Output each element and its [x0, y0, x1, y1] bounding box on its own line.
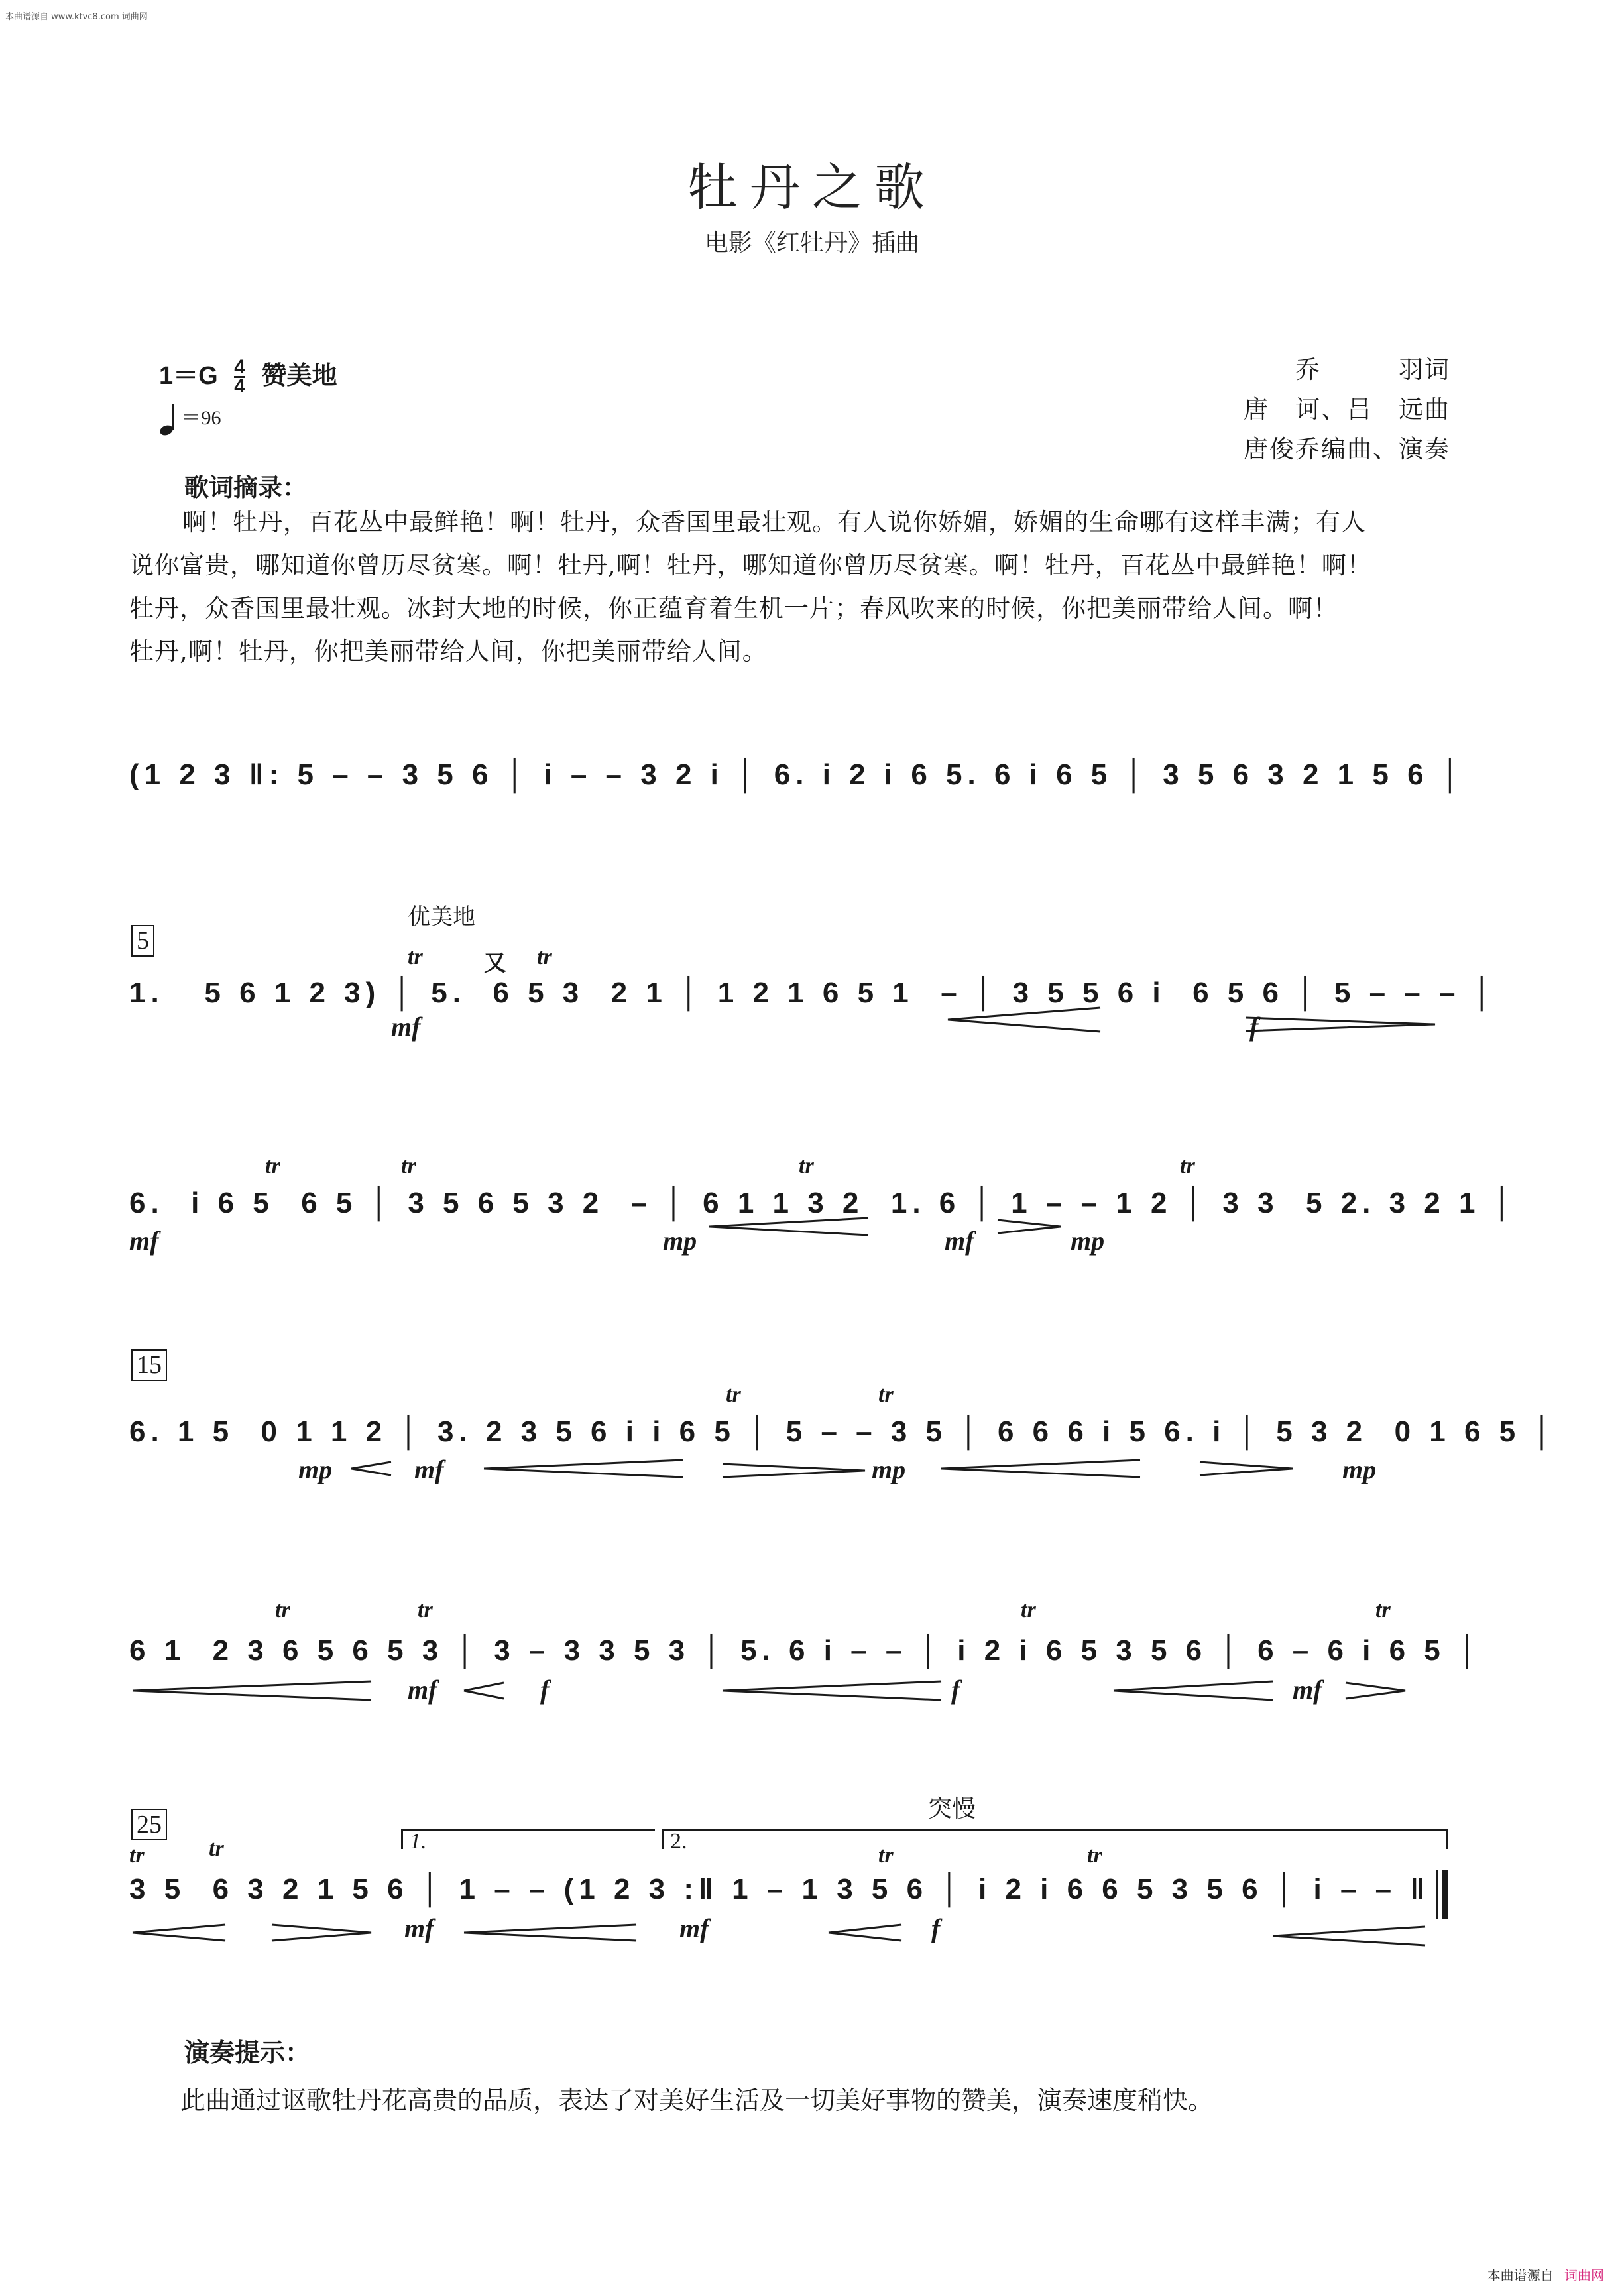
arranger-credit: 唐俊乔编曲、演奏	[1244, 435, 1450, 463]
dynamic-mf: mf	[129, 1226, 159, 1256]
measure-number: 5	[131, 925, 154, 957]
measure-number: 15	[131, 1349, 167, 1381]
dynamic-mp: mp	[1342, 1455, 1377, 1484]
dynamic-mp: mp	[872, 1455, 906, 1484]
dynamic-mp: mp	[1071, 1226, 1105, 1256]
lyrics-line: 牡丹,啊！牡丹，你把美丽带给人间，你把美丽带给人间。	[129, 637, 768, 666]
measure-number: 25	[131, 1809, 167, 1840]
dynamic-mf: mf	[391, 1012, 421, 1042]
trill-mark: tr	[129, 1843, 145, 1868]
ornament-mark: 又	[484, 951, 506, 976]
page-subtitle: 电影《红牡丹》插曲	[704, 229, 919, 257]
dynamic-f: f	[931, 1913, 941, 1943]
trill-mark: tr	[1087, 1843, 1102, 1868]
dynamic-mf: mf	[414, 1455, 444, 1484]
dynamic-mp: mp	[663, 1226, 697, 1256]
trill-mark: tr	[537, 945, 552, 969]
notation-text: (1 2 3 ‖: 5 – – 3 5 6 │ i – – 3 2 i │ 6. i 2 i 6 5. 6 i 6 5 │ 3 5 6 3 2 1 5 6 │	[129, 758, 1466, 791]
expression-mark-graceful: 优美地	[408, 904, 475, 930]
dynamic-mf: mf	[679, 1913, 709, 1943]
lyrics-line: 啊！牡丹，百花丛中最鲜艳！啊！牡丹，众香国里最壮观。有人说你娇媚，娇媚的生命哪有这样丰满；有人	[182, 508, 1366, 536]
notation-text: 1. 5 6 1 2 3) │ 5. 6 5 3 2 1 │ 1 2 1 6 5 1 – │ 3 5 5 6 i 6 5 6 │ 5 – – – │	[129, 977, 1498, 1009]
bottom-watermark: 本曲谱源自 词曲网	[1487, 2267, 1604, 2283]
notation-text: 6 1 2 3 6 5 6 5 3 │ 3 – 3 3 5 3 │ 5. 6 i – – │ i 2 i 6 5 3 5 6 │ 6 – 6 i 6 5 │	[129, 1634, 1483, 1667]
trill-mark: tr	[401, 1154, 416, 1178]
lyricist-credit: 乔 羽词	[1295, 355, 1450, 384]
top-watermark: 本曲谱源自 www.ktvc8.com 词曲网	[5, 12, 148, 22]
trill-mark: tr	[799, 1154, 814, 1178]
dynamic-f: f	[540, 1675, 550, 1705]
dynamic-mf: mf	[945, 1226, 974, 1256]
dynamic-mf: mf	[404, 1913, 434, 1943]
composer-credit: 唐 诃、吕 远曲	[1244, 395, 1450, 424]
time-signature: $\frac{4}{4}$	[234, 356, 245, 398]
trill-mark: tr	[418, 1598, 433, 1622]
notation-text: 6. 1 5 0 1 1 2 │ 3. 2 3 5 6 i i 6 5 │ 5 – – 3 5 │ 6 6 6 i 5 6. i │ 5 3 2 0 1 6 5 │	[129, 1415, 1558, 1448]
trill-mark: tr	[1021, 1598, 1036, 1622]
trill-mark: tr	[1375, 1598, 1391, 1622]
lyrics-line: 说你富贵，哪知道你曾历尽贫寒。啊！牡丹,啊！牡丹，哪知道你曾历尽贫寒。啊！牡丹，百花丛中最鲜艳！啊！	[129, 551, 1372, 579]
trill-mark: tr	[265, 1154, 280, 1178]
dynamic-mp: mp	[298, 1455, 333, 1484]
notation-text: 3 5 6 3 2 1 5 6 │ 1 – – (1 2 3 :‖ 1 – 1 3 5 6 │ i 2 i 6 6 5 3 5 6 │ i – – ‖	[129, 1873, 1430, 1905]
trill-mark: tr	[878, 1843, 894, 1868]
volta-bracket-2: 2.	[662, 1829, 1448, 1849]
page-title: 牡丹之歌	[687, 158, 937, 217]
notation-text: 6. i 6 5 6 5 │ 3 5 6 5 3 2 – │ 6 1 1 3 2 1. 6 │ 1 – – 1 2 │ 3 3 5 2. 3 2 1 │	[129, 1187, 1518, 1219]
trill-mark: tr	[878, 1382, 894, 1407]
dynamic-mf: mf	[408, 1675, 437, 1705]
expression-mark: 赞美地	[261, 362, 337, 390]
lyrics-line: 牡丹，众香国里最壮观。冰封大地的时候，你正蕴育着生机一片；春风吹来的时候，你把美丽带给人间。啊！	[129, 594, 1338, 623]
tips-header: 演奏提示：	[184, 2038, 311, 2067]
dynamic-mf: mf	[1293, 1675, 1322, 1705]
trill-mark: tr	[209, 1836, 224, 1861]
trill-mark: tr	[275, 1598, 290, 1622]
dynamic-f: f	[951, 1675, 960, 1705]
tempo-mark: ＝96	[159, 401, 221, 437]
dynamic-f: f	[1249, 1012, 1259, 1042]
key-text: 1＝G	[159, 362, 218, 390]
trill-mark: tr	[1180, 1154, 1195, 1178]
trill-mark: tr	[408, 945, 423, 969]
expression-mark-sudden-slow: 突慢	[928, 1795, 976, 1823]
lyrics-header: 歌词摘录：	[184, 473, 307, 502]
tips-text: 此曲通过讴歌牡丹花高贵的品质，表达了对美好生活及一切美好事物的赞美，演奏速度稍快。	[180, 2086, 1214, 2115]
trill-mark: tr	[726, 1382, 741, 1407]
volta-bracket-1: 1.	[401, 1829, 655, 1849]
